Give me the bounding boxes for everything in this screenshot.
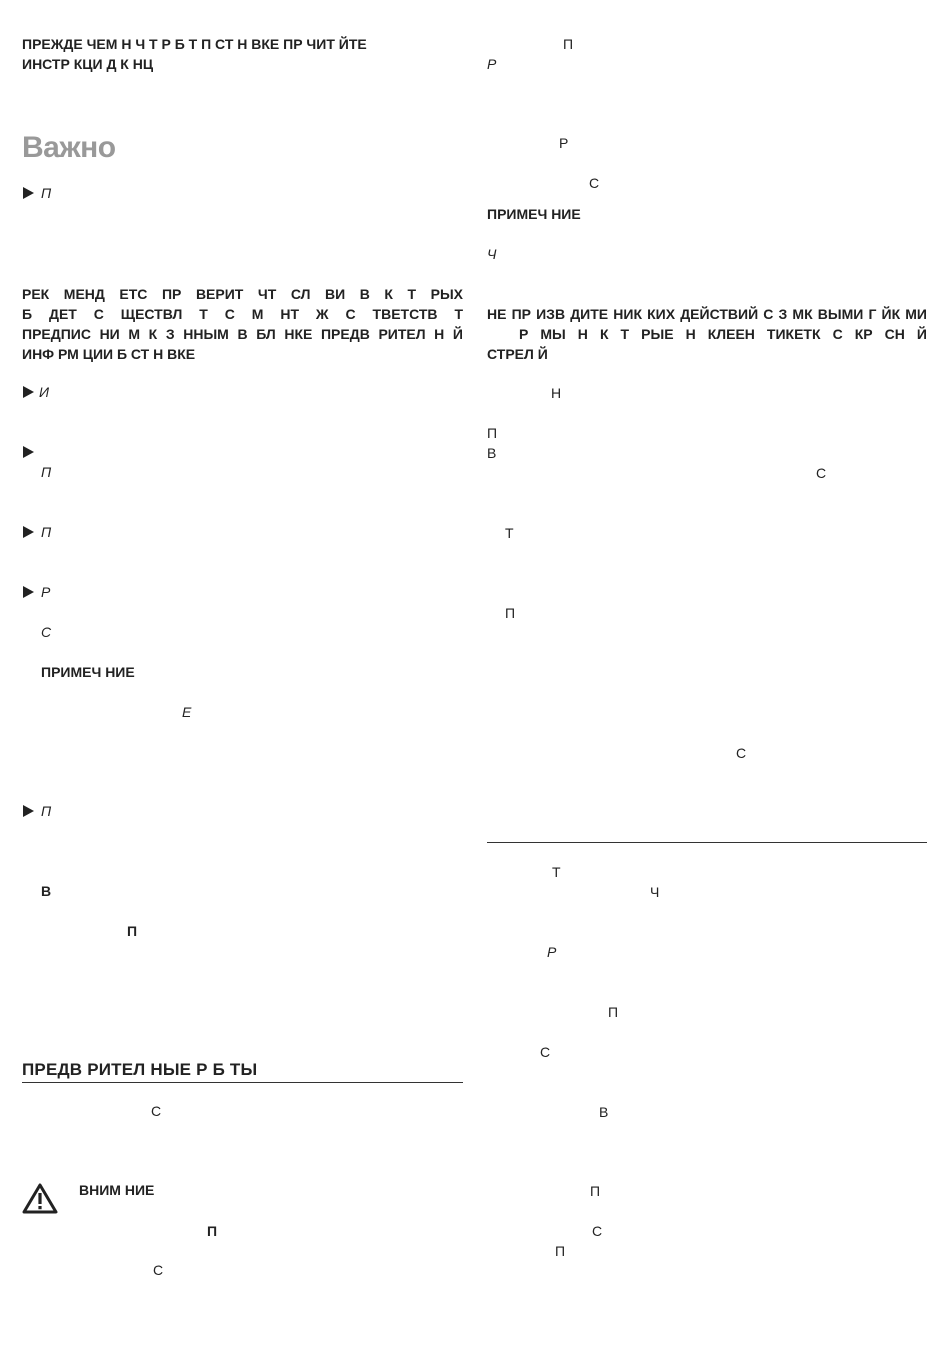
right-text: С (592, 1223, 603, 1239)
right-text: В (599, 1104, 609, 1120)
warning-icon (22, 1182, 58, 1214)
note-label: ПРИМЕЧ НИЕ (41, 664, 135, 680)
section-text: С (151, 1103, 162, 1119)
bullet-text: П (41, 185, 52, 201)
warning-caps-line-1: НЕ ПР ИЗВ ДИТЕ НИК КИХ ДЕЙСТВИЙ С З МК ВЫМИ Г ЙК МИ (487, 306, 927, 322)
right-text: В (487, 445, 497, 461)
right-text: С (736, 745, 747, 761)
right-text: П (555, 1243, 566, 1259)
bold-text: П (127, 923, 138, 939)
bold-text: В (41, 883, 52, 899)
bullet-arrow-icon (23, 446, 34, 458)
bullet-text: П (41, 803, 52, 819)
bullet-arrow-icon (23, 526, 34, 538)
right-text: Р (559, 135, 569, 151)
bullet-arrow-icon (23, 805, 34, 817)
bullet-arrow-icon (23, 586, 34, 598)
right-text: Ч (650, 884, 660, 900)
right-text: С (816, 465, 827, 481)
right-text: Р (547, 944, 557, 960)
right-text: П (487, 425, 498, 441)
right-text: П (563, 36, 574, 52)
bullet-text: И (39, 384, 50, 400)
warning-text: П (207, 1223, 218, 1239)
right-text: Т (505, 525, 514, 541)
warning-label: ВНИМ НИЕ (79, 1182, 155, 1198)
right-text: П (505, 605, 516, 621)
warning-caps-line-2: Р МЫ Н К Т РЫЕ Н КЛЕЕН ТИКЕТК С КР СН Й (519, 326, 927, 342)
right-text: Р (487, 56, 497, 72)
recommendation-line-2: Б ДЕТ С ЩЕСТВЛ Т С М НТ Ж С ТВЕТСТВ Т (22, 306, 463, 322)
important-heading: Важно (22, 131, 116, 164)
warning-caps-line-3: СТРЕЛ Й (487, 346, 548, 362)
bullet-text: Р (41, 584, 51, 600)
recommendation-line-1: РЕК МЕНД ЕТС ПР ВЕРИТ ЧТ СЛ ВИ В К Т РЫХ (22, 286, 463, 302)
recommendation-line-4: ИНФ РМ ЦИИ Б СТ Н ВКЕ (22, 346, 196, 362)
note-text: Е (182, 704, 192, 720)
bullet-arrow-icon (23, 386, 34, 398)
right-text: Т (552, 864, 561, 880)
warning-text: С (153, 1262, 164, 1278)
bullet-subtext: П (41, 464, 52, 480)
section-title: ПРЕДВ РИТЕЛ НЫЕ Р Б ТЫ (22, 1060, 258, 1079)
right-text: С (540, 1044, 551, 1060)
right-text: Н (551, 385, 562, 401)
bullet-arrow-icon (23, 187, 34, 199)
right-text: С (589, 175, 600, 191)
recommendation-line-3: ПРЕДПИС НИ М К З ННЫМ В БЛ НКЕ ПРЕДВ РИТЕЛ Н Й (22, 326, 463, 342)
right-text: Ч (487, 246, 497, 262)
bullet-text: П (41, 524, 52, 540)
right-text: П (590, 1183, 601, 1199)
intro-text-line-2: ИНСТР КЦИ Д К НЦ (22, 56, 154, 72)
section-rule (487, 842, 927, 843)
right-text: П (608, 1004, 619, 1020)
intro-text-line-1: ПРЕЖДЕ ЧЕМ Н Ч Т Р Б Т П СТ Н ВКЕ ПР ЧИТ ЙТЕ (22, 36, 367, 52)
section-rule (22, 1082, 463, 1083)
note-label: ПРИМЕЧ НИЕ (487, 206, 581, 222)
bullet-subtext: С (41, 624, 52, 640)
